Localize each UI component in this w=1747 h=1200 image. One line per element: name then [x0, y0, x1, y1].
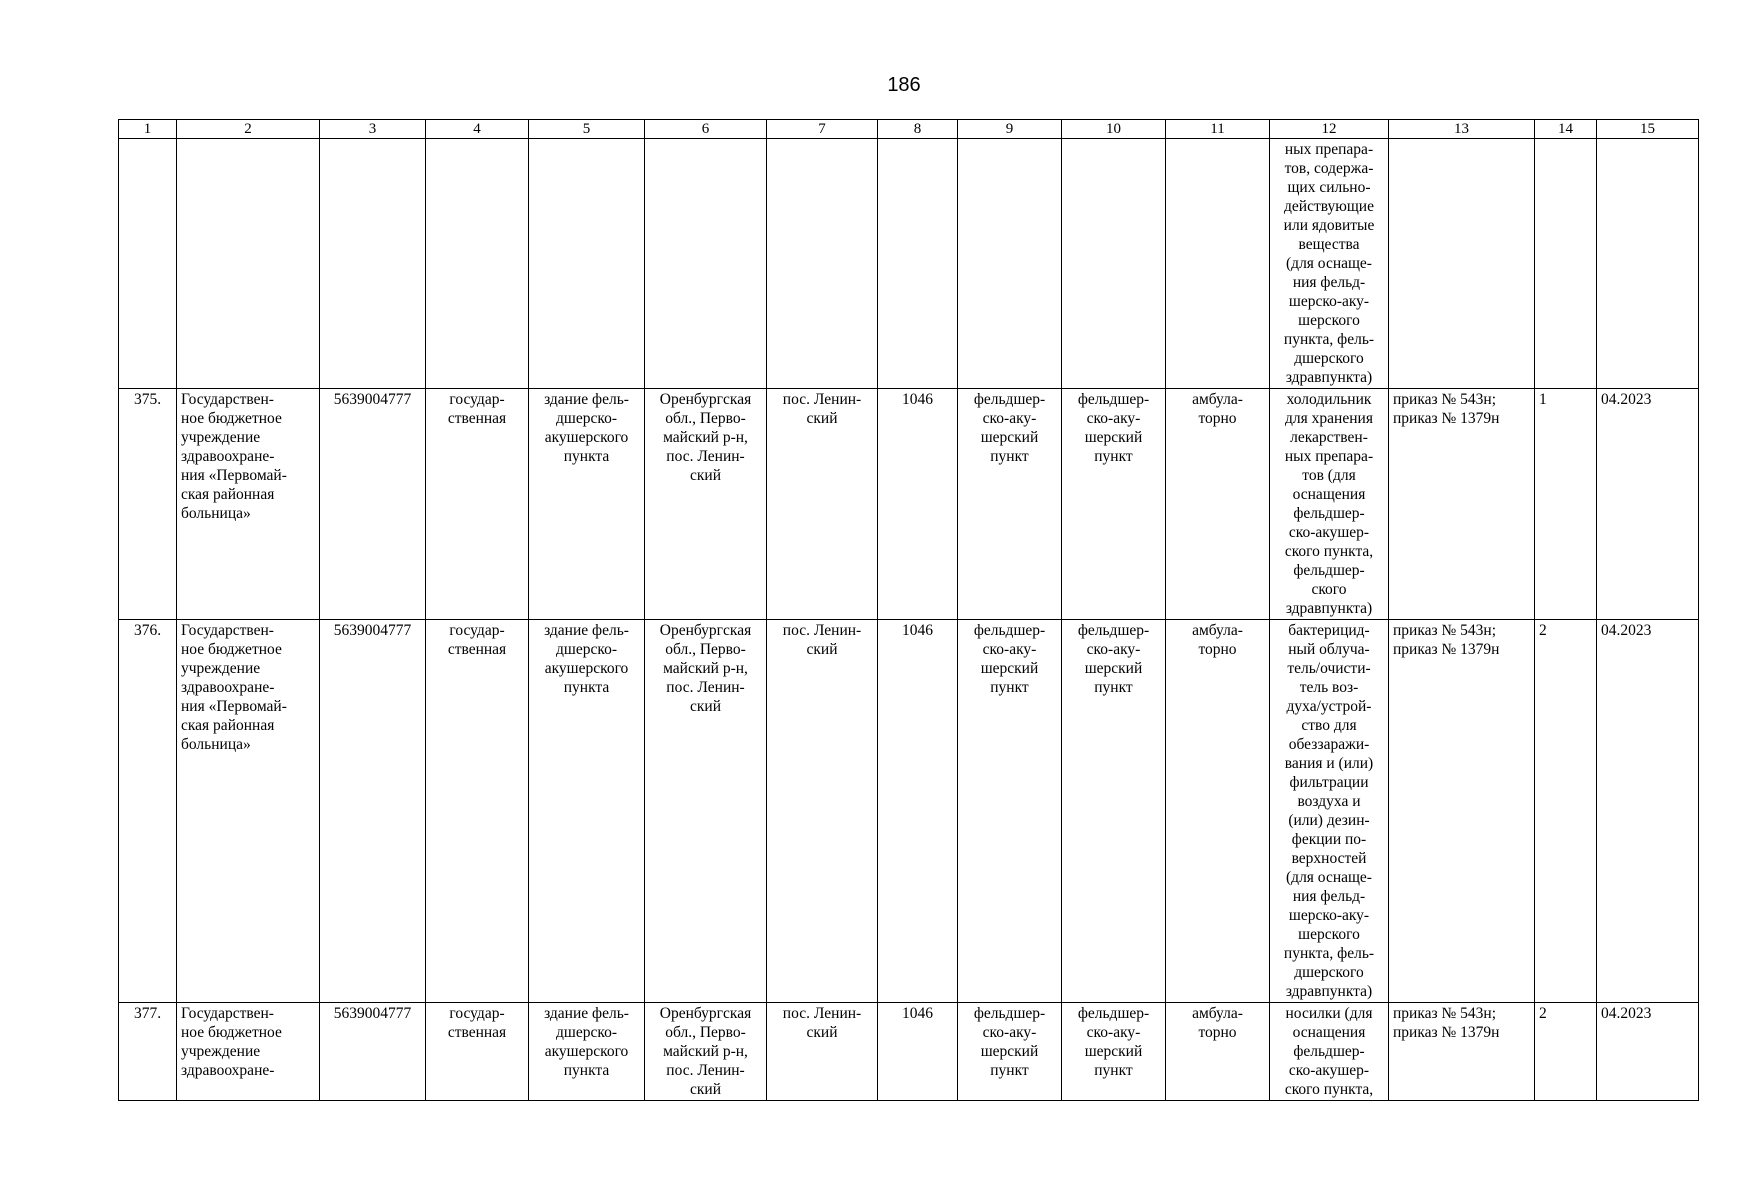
column-header: 13	[1389, 120, 1535, 139]
column-header: 7	[767, 120, 878, 139]
quantity-cell	[1535, 139, 1597, 389]
orders-cell	[1389, 139, 1535, 389]
unit-cell: фельдшер- ско-аку- шерский пункт	[1062, 389, 1166, 620]
unit-cell: фельдшер- ско-аку- шерский пункт	[958, 620, 1062, 1003]
locality-cell: пос. Ленин- ский	[767, 1003, 878, 1101]
care-type-cell: амбула- торно	[1166, 1003, 1270, 1101]
table-row	[119, 139, 1699, 389]
column-header: 1	[119, 120, 177, 139]
unit-cell: фельдшер- ско-аку- шерский пункт	[1062, 1003, 1166, 1101]
table-row	[119, 389, 1699, 620]
row-number-cell	[119, 139, 177, 389]
column-header: 15	[1597, 120, 1699, 139]
unit-cell	[958, 139, 1062, 389]
date-cell	[1597, 139, 1699, 389]
unit-cell	[1062, 139, 1166, 389]
ownership-cell: государ- ственная	[426, 1003, 529, 1101]
column-header: 4	[426, 120, 529, 139]
locality-cell: пос. Ленин- ский	[767, 620, 878, 1003]
orders-cell: приказ № 543н; приказ № 1379н	[1389, 1003, 1535, 1101]
registry-table	[118, 119, 1699, 1101]
column-header: 10	[1062, 120, 1166, 139]
inn-cell: 5639004777	[320, 620, 426, 1003]
building-cell	[529, 139, 645, 389]
quantity-cell: 2	[1535, 620, 1597, 1003]
column-header: 8	[878, 120, 958, 139]
column-header: 11	[1166, 120, 1270, 139]
unit-cell: фельдшер- ско-аку- шерский пункт	[958, 1003, 1062, 1101]
column-header: 6	[645, 120, 767, 139]
code-cell: 1046	[878, 1003, 958, 1101]
column-header: 5	[529, 120, 645, 139]
column-header: 14	[1535, 120, 1597, 139]
orders-cell: приказ № 543н; приказ № 1379н	[1389, 389, 1535, 620]
equipment-cell: носилки (для оснащения фельдшер- ско-акушер- ского пункта,	[1270, 1003, 1389, 1101]
unit-cell: фельдшер- ско-аку- шерский пункт	[1062, 620, 1166, 1003]
unit-cell: фельдшер- ско-аку- шерский пункт	[958, 389, 1062, 620]
building-cell: здание фель- дшерско- акушерского пункта	[529, 389, 645, 620]
code-cell: 1046	[878, 620, 958, 1003]
date-cell: 04.2023	[1597, 620, 1699, 1003]
page-number: 186	[887, 74, 921, 96]
address-cell: Оренбургская обл., Перво- майский р-н, пос. Ленин- ский	[645, 1003, 767, 1101]
date-cell: 04.2023	[1597, 389, 1699, 620]
organization-cell: Государствен- ное бюджетное учреждение здравоохране- ния «Первомай- ская районная больница»	[177, 620, 320, 1003]
address-cell	[645, 139, 767, 389]
care-type-cell: амбула- торно	[1166, 389, 1270, 620]
column-header: 3	[320, 120, 426, 139]
building-cell: здание фель- дшерско- акушерского пункта	[529, 620, 645, 1003]
organization-cell: Государствен- ное бюджетное учреждение здравоохране-	[177, 1003, 320, 1101]
organization-cell	[177, 139, 320, 389]
ownership-cell: государ- ственная	[426, 389, 529, 620]
code-cell	[878, 139, 958, 389]
date-cell: 04.2023	[1597, 1003, 1699, 1101]
organization-cell: Государствен- ное бюджетное учреждение здравоохране- ния «Первомай- ская районная больница»	[177, 389, 320, 620]
row-number-cell: 376.	[119, 620, 177, 1003]
equipment-cell: холодильник для хранения лекарствен- ных препара- тов (для оснащения фельдшер- ско-акушер- ского пункта, фельдшер- ского здравпункта)	[1270, 389, 1389, 620]
address-cell: Оренбургская обл., Перво- майский р-н, пос. Ленин- ский	[645, 389, 767, 620]
equipment-cell: ных препара- тов, содержа- щих сильно- действующие или ядовитые вещества (для оснаще- ния фельд- шерско-аку- шерского пункта, фель- дшерского здравпункта)	[1270, 139, 1389, 389]
column-header: 12	[1270, 120, 1389, 139]
orders-cell: приказ № 543н; приказ № 1379н	[1389, 620, 1535, 1003]
column-header: 9	[958, 120, 1062, 139]
row-number-cell: 375.	[119, 389, 177, 620]
ownership-cell: государ- ственная	[426, 620, 529, 1003]
building-cell: здание фель- дшерско- акушерского пункта	[529, 1003, 645, 1101]
inn-cell: 5639004777	[320, 389, 426, 620]
inn-cell	[320, 139, 426, 389]
equipment-cell: бактерицид- ный облуча- тель/очисти- тель воз- духа/устрой- ство для обеззаражи- вания и (или) фильтрации воздуха и (или) дезин- фекции по- верхностей (для оснаще- ния фельд- шерско-аку- шерского пункта, фель- дшерского здравпункта)	[1270, 620, 1389, 1003]
column-header: 2	[177, 120, 320, 139]
table-row	[119, 1003, 1699, 1101]
quantity-cell: 1	[1535, 389, 1597, 620]
ownership-cell	[426, 139, 529, 389]
address-cell: Оренбургская обл., Перво- майский р-н, пос. Ленин- ский	[645, 620, 767, 1003]
locality-cell: пос. Ленин- ский	[767, 389, 878, 620]
table-row	[119, 620, 1699, 1003]
row-number-cell: 377.	[119, 1003, 177, 1101]
inn-cell: 5639004777	[320, 1003, 426, 1101]
locality-cell	[767, 139, 878, 389]
care-type-cell: амбула- торно	[1166, 620, 1270, 1003]
code-cell: 1046	[878, 389, 958, 620]
care-type-cell	[1166, 139, 1270, 389]
quantity-cell: 2	[1535, 1003, 1597, 1101]
column-number-header-row	[119, 120, 1699, 139]
